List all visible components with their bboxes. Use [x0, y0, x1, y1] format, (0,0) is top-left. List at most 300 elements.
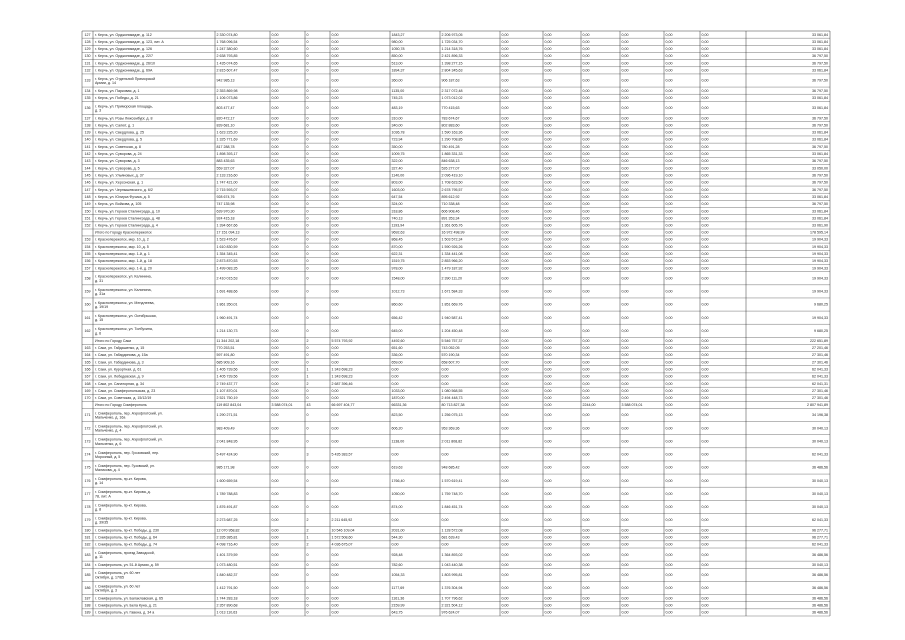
table-cell: 0,00 [621, 259, 629, 264]
table-cell: 0,00 [544, 237, 552, 242]
address-cell: г. Симферополь, ул. Балаклавская, д. 65 [95, 596, 164, 601]
table-cell: 0,00 [544, 610, 552, 615]
table-cell: 1050,00 [391, 491, 405, 496]
table-cell: 1 128 572,08 [441, 528, 463, 533]
address-cell: г. Красноперекопск, ул. Толбухина, д. 6 [95, 327, 153, 336]
table-cell: 0,00 [665, 152, 673, 157]
table-cell: 322,00 [391, 159, 403, 164]
table-cell: 0 [306, 144, 309, 149]
table-cell: 0,00 [501, 95, 509, 100]
table-cell: 1 290 271,51 [216, 413, 238, 418]
table-cell: 0,00 [331, 505, 339, 510]
table-cell: 19 904,33 [812, 276, 828, 281]
table-cell: 0,00 [665, 338, 673, 343]
table-cell: 0,00 [544, 535, 552, 540]
table-cell: 62 041,33 [812, 367, 828, 372]
table-cell: 0 [306, 166, 309, 171]
table-cell: 0,00 [331, 439, 339, 444]
row-number: 168 [84, 381, 91, 386]
table-cell: 0,00 [501, 130, 509, 135]
table-cell: 0,00 [621, 54, 629, 59]
address-cell: г. Керчь, ул. Приморская площадь, д. 3 [95, 104, 153, 113]
table-cell: 324,00 [391, 202, 403, 207]
table-cell: 33 061,84 [812, 130, 828, 135]
table-cell: 0,00 [271, 47, 279, 52]
table-cell: 0 [306, 88, 309, 93]
table-cell: 0,00 [665, 159, 673, 164]
table-cell: 1894,37 [391, 68, 405, 73]
table-row [85, 195, 829, 199]
table-cell: 0,00 [501, 194, 509, 199]
table-cell: 0,00 [701, 353, 709, 358]
table-cell: 0,00 [501, 61, 509, 66]
table-cell: 820 472,17 [216, 116, 235, 121]
table-cell: 0,00 [665, 78, 673, 83]
table-cell: 0,00 [441, 374, 449, 379]
table-cell: 803 477,47 [216, 106, 235, 111]
table-row [85, 382, 829, 386]
address-cell: г. Керчь, ул. Парковая, д. 1 [95, 88, 140, 93]
row-number: 133 [84, 78, 91, 83]
table-cell: 0,00 [665, 173, 673, 178]
table-cell: 780 491,28 [441, 144, 460, 149]
table-cell: 0,00 [621, 173, 629, 178]
table-cell: 0,00 [621, 276, 629, 281]
table-cell: 0,00 [701, 439, 709, 444]
table-row [85, 40, 829, 44]
table-cell: 0 [306, 562, 309, 567]
table-cell: 19 904,33 [812, 244, 828, 249]
table-cell: 310,00 [391, 116, 403, 121]
table-cell: 2 357 890,68 [216, 603, 238, 608]
table-cell: 0,00 [544, 388, 552, 393]
table-cell: 0,00 [665, 535, 673, 540]
address-cell: г. Симферополь, пр-кт. Победы, д. 74 [95, 542, 158, 547]
table-cell: 0,00 [665, 346, 673, 351]
table-cell: 2 133 216,60 [216, 173, 238, 178]
table-cell: 980,00 [391, 39, 403, 44]
table-cell: 327,40 [391, 166, 403, 171]
row-number: 128 [84, 39, 91, 44]
table-cell: 0,00 [621, 130, 629, 135]
table-cell: 1193,94 [391, 223, 405, 228]
table-cell: 0,00 [701, 61, 709, 66]
table-cell: 0,00 [271, 413, 279, 418]
row-number: 179 [84, 518, 91, 523]
table-cell: 0,00 [331, 596, 339, 601]
table-cell: 0 [306, 244, 309, 249]
table-cell: 0,00 [701, 403, 709, 408]
table-cell: 0,00 [501, 413, 509, 418]
address-cell: г. Керчь, ул. Свердлова, д. 5 [95, 137, 143, 142]
table-row [85, 174, 829, 178]
table-cell: 924 415,18 [216, 216, 235, 221]
table-cell: 747 135,98 [216, 202, 235, 207]
table-cell: 0,00 [701, 230, 709, 235]
row-number: 164 [84, 353, 91, 358]
table-cell: 36 797,50 [812, 54, 828, 59]
total-label: Итого по Городу Красноперекопск [95, 230, 152, 235]
table-cell: 1 343 698,23 [331, 367, 353, 372]
table-cell: 350,00 [391, 144, 403, 149]
row-number: 186 [84, 586, 91, 591]
table-cell: 1 [306, 367, 309, 372]
table-cell: 0,00 [621, 518, 629, 523]
table-cell: 0,00 [271, 61, 279, 66]
table-row [85, 224, 829, 228]
table-row [85, 245, 829, 249]
table-cell: 0,00 [621, 78, 629, 83]
table-cell: 0,00 [582, 78, 590, 83]
table-cell: 0,00 [271, 338, 279, 343]
table-cell: 0,00 [544, 302, 552, 307]
table-cell: 1 600 659,54 [216, 478, 238, 483]
table-cell: 33 061,84 [812, 47, 828, 52]
table-cell: 0,00 [271, 586, 279, 591]
address-cell: г. Керчь, ул. Героев Сталинграда, д. 48 [95, 216, 160, 221]
table-row [85, 104, 829, 112]
table-cell: 0,00 [621, 252, 629, 257]
table-cell: 0,00 [621, 39, 629, 44]
table-cell: 66 697 404,77 [331, 403, 355, 408]
table-cell: 0,00 [501, 276, 509, 281]
table-cell: 0,00 [501, 518, 509, 523]
table-cell: 0 [306, 610, 309, 615]
table-cell: 0,00 [501, 426, 509, 431]
table-cell: 0,00 [582, 152, 590, 157]
total-label: Итого по Городу Симферополь [95, 403, 147, 408]
table-cell: 0,00 [501, 116, 509, 121]
table-cell: 0,00 [501, 180, 509, 185]
table-cell: 0,00 [331, 106, 339, 111]
table-cell: 0,00 [701, 32, 709, 37]
table-cell: 0,00 [501, 542, 509, 547]
table-cell: 2 206 973,05 [441, 32, 463, 37]
table-cell: 0,00 [271, 439, 279, 444]
table-cell: 0,00 [582, 266, 590, 271]
table-cell: 62 041,31 [812, 381, 828, 386]
table-cell: 2 410 015,53 [216, 276, 238, 281]
table-cell: 0,00 [665, 403, 673, 408]
table-cell: 0,00 [665, 266, 673, 271]
table-cell: 658 607,70 [441, 360, 460, 365]
table-cell: 1519,75 [391, 259, 405, 264]
table-cell: 1 412 791,50 [216, 586, 238, 591]
table-cell: 0 [306, 106, 309, 111]
table-cell: 0,00 [701, 223, 709, 228]
table-cell: 0,00 [544, 106, 552, 111]
table-cell: 0,00 [665, 596, 673, 601]
table-cell: 0,00 [665, 528, 673, 533]
table-cell: 10 546 109,04 [331, 528, 355, 533]
table-cell: 0,00 [582, 528, 590, 533]
table-cell: 0,00 [665, 452, 673, 457]
table-cell: 0,00 [621, 338, 629, 343]
table-cell: 66331,36 [391, 403, 407, 408]
table-cell: 0,00 [582, 396, 590, 401]
table-cell: 0,00 [665, 68, 673, 73]
table-cell: 0,00 [501, 505, 509, 510]
table-cell: 5 574 793,92 [331, 338, 353, 343]
table-cell: 0,00 [665, 47, 673, 52]
table-cell: 906 187,63 [441, 78, 460, 83]
table-cell: 1 590 163,36 [441, 130, 463, 135]
table-cell: 0,00 [544, 346, 552, 351]
table-cell: 0,00 [271, 32, 279, 37]
table-cell: 0,00 [331, 95, 339, 100]
table-cell: 34 196,38 [812, 413, 828, 418]
table-row [85, 314, 829, 322]
address-cell: г. Симферополь, пер. Гузовский, ул. Маликова, д. 4 [95, 463, 155, 473]
table-cell: 1 747 421,00 [216, 180, 238, 185]
table-cell: 33 061,84 [812, 95, 828, 100]
table-cell: 0,00 [665, 413, 673, 418]
address-cell: г. Керчь, ул. Суворова, д. 5 [95, 166, 140, 171]
table-cell: 0,00 [331, 194, 339, 199]
table-cell: 0,00 [582, 353, 590, 358]
table-cell: 0,00 [331, 152, 339, 157]
table-cell: 0,00 [271, 289, 279, 294]
table-cell: 1 940 587,41 [441, 315, 463, 320]
table-cell: 19 904,33 [812, 259, 828, 264]
table-cell: 0,00 [331, 315, 339, 320]
row-number: 163 [84, 346, 91, 351]
table-cell: 1135,00 [391, 88, 405, 93]
table-cell: 0,00 [501, 452, 509, 457]
table-cell: 0,00 [271, 367, 279, 372]
table-cell: 0,00 [271, 452, 279, 457]
table-cell: 9 680,25 [814, 328, 828, 333]
table-cell: 19 904,33 [812, 252, 828, 257]
table-cell: 0,00 [331, 39, 339, 44]
table-cell: 0,00 [544, 562, 552, 567]
table-cell: 62 041,33 [812, 518, 828, 523]
table-row [85, 61, 829, 65]
table-total-row [95, 339, 828, 343]
table-cell: 2 804 345,63 [441, 68, 463, 73]
table-cell: 0,00 [271, 518, 279, 523]
table-cell: 36 797,50 [812, 180, 828, 185]
table-cell: 0 [306, 116, 309, 121]
table-cell: 0,00 [701, 381, 709, 386]
table-cell: 0,00 [701, 116, 709, 121]
table-cell: 1 503 572,34 [441, 237, 463, 242]
table-cell: 0,00 [501, 137, 509, 142]
address-cell: г. Симферополь, пр-кт. Победы, д. 230 [95, 528, 160, 533]
table-cell: 0,00 [544, 159, 552, 164]
address-cell: г. Керчь, ул. Орджоникидзе, д. 26/10 [95, 61, 156, 66]
table-cell: 0,00 [665, 573, 673, 578]
table-cell: 0,00 [582, 180, 590, 185]
table-cell: 0,00 [331, 144, 339, 149]
table-cell: 19 904,33 [812, 237, 828, 242]
row-number: 149 [84, 202, 91, 207]
table-cell: 0,00 [665, 360, 673, 365]
table-cell: 0,00 [582, 39, 590, 44]
table-cell: 0,00 [665, 465, 673, 470]
table-cell: 2 [306, 338, 309, 343]
table-row [85, 375, 829, 379]
table-cell: 0,00 [544, 223, 552, 228]
table-cell: 0,00 [582, 478, 590, 483]
table-cell: 1 080 568,55 [441, 388, 463, 393]
table-cell: 0,00 [331, 328, 339, 333]
table-cell: 0,00 [271, 381, 279, 386]
address-cell: г. Красноперекопск, ул. Калинина, д. 31а [95, 287, 152, 297]
table-cell: 0,00 [544, 505, 552, 510]
table-row [85, 166, 829, 170]
table-cell: 0,00 [582, 535, 590, 540]
table-cell: 0,00 [501, 562, 509, 567]
row-number: 154 [84, 244, 91, 249]
address-cell: г. Керчь, ул. Героев Сталинграда, д. 4 [95, 223, 158, 228]
table-cell: 0,00 [501, 439, 509, 444]
table-cell: 0 [306, 259, 309, 264]
table-cell: 0,00 [331, 413, 339, 418]
table-cell: 0,00 [544, 381, 552, 386]
table-cell: 30 040,13 [812, 478, 828, 483]
table-cell: 0,00 [621, 360, 629, 365]
row-number: 172 [84, 426, 91, 431]
table-cell: 30 040,13 [812, 439, 828, 444]
table-cell: 0,00 [501, 237, 509, 242]
table-cell: 0,00 [331, 223, 339, 228]
address-cell: г. Красноперекопск, мкр. 10, д. 2 [95, 237, 149, 242]
table-cell: 0,00 [271, 573, 279, 578]
table-cell: 0,00 [621, 505, 629, 510]
row-number: 176 [84, 478, 91, 483]
table-cell: 36 797,50 [812, 187, 828, 192]
table-cell: 0,00 [271, 388, 279, 393]
table-cell: 0,00 [701, 586, 709, 591]
table-cell: 0,00 [271, 396, 279, 401]
table-cell: 1 572 508,60 [331, 535, 353, 540]
table-cell: 0,00 [271, 78, 279, 83]
table-cell: 0,00 [331, 353, 339, 358]
table-cell: 846 638,13 [441, 159, 460, 164]
table-cell: 0,00 [701, 202, 709, 207]
row-number: 157 [84, 266, 91, 271]
table-cell: 1 671 584,33 [441, 289, 463, 294]
table-cell: 2 330 074,80 [216, 32, 238, 37]
table-cell: 0 [306, 465, 309, 470]
table-cell: 0,00 [331, 159, 339, 164]
table-cell: 36 797,50 [812, 173, 828, 178]
table-cell: 0,00 [701, 166, 709, 171]
row-number: 162 [84, 328, 91, 333]
table-cell: 1 343 698,23 [331, 374, 353, 379]
table-cell: 33 061,84 [812, 152, 828, 157]
table-cell: 0 [306, 173, 309, 178]
table-cell: 0,00 [271, 237, 279, 242]
table-cell: 0,00 [501, 353, 509, 358]
table-cell: 1 707 796,62 [441, 596, 463, 601]
row-number: 137 [84, 116, 91, 121]
table-cell: 0,00 [544, 137, 552, 142]
table-cell: 0,00 [271, 159, 279, 164]
table-cell: 0,00 [501, 388, 509, 393]
table-row [85, 209, 829, 213]
table-cell: 0,00 [501, 106, 509, 111]
row-number: 134 [84, 88, 91, 93]
table-cell: 0,00 [582, 137, 590, 142]
table-cell: 0,00 [621, 413, 629, 418]
table-cell: 0,00 [331, 360, 339, 365]
table-cell: 0,00 [331, 180, 339, 185]
table-cell: 0,00 [582, 552, 590, 557]
table-cell: 0,00 [331, 346, 339, 351]
address-cell: г. Керчь, ул. Розы Люксембург, д. 8 [95, 116, 153, 121]
table-cell: 0,00 [544, 209, 552, 214]
table-cell: 0,00 [621, 68, 629, 73]
table-cell: 9 680,25 [814, 302, 828, 307]
table-cell: 43 [306, 403, 311, 408]
table-cell: 36 797,50 [812, 61, 828, 66]
table-cell: 0,00 [582, 586, 590, 591]
table-cell: 0,00 [701, 491, 709, 496]
address-cell: г. Керчь, ул. Героев Сталинграда, д. 10 [95, 209, 160, 214]
table-cell: 0,00 [544, 403, 552, 408]
table-cell: 643,75 [391, 610, 403, 615]
table-cell: 0,00 [331, 216, 339, 221]
table-cell: 0,00 [621, 144, 629, 149]
row-number: 143 [84, 159, 91, 164]
table-cell: 0,00 [701, 244, 709, 249]
table-cell: 0,00 [621, 367, 629, 372]
table-cell: 0,00 [701, 518, 709, 523]
table-cell: 0,00 [271, 106, 279, 111]
table-cell: 0,00 [501, 68, 509, 73]
table-cell: 647,54 [391, 194, 403, 199]
table-cell: 0,00 [501, 396, 509, 401]
table-cell: 12 070 958,82 [216, 528, 240, 533]
table-cell: 0,00 [665, 542, 673, 547]
table-cell: 0,00 [544, 596, 552, 601]
row-number: 175 [84, 465, 91, 470]
address-cell: г. Саки, ул. Лебедевская, д. 9 [95, 374, 144, 379]
row-number: 147 [84, 187, 91, 192]
table-cell: 0,00 [331, 237, 339, 242]
table-cell: 597 491,80 [216, 353, 235, 358]
table-cell: 1 214 318,76 [441, 47, 463, 52]
table-cell: 0,00 [441, 518, 449, 523]
table-cell: 0,00 [544, 266, 552, 271]
address-cell: г. Симферополь, пр-кт. Кирова, д. 8 [95, 503, 147, 512]
table-cell: 0,00 [501, 47, 509, 52]
table-cell: 513,00 [391, 61, 403, 66]
table-cell: 336,00 [391, 353, 403, 358]
table-cell: 0,00 [701, 328, 709, 333]
table-cell: 0,00 [271, 259, 279, 264]
table-cell: 0,00 [582, 144, 590, 149]
table-cell: 0,00 [501, 528, 509, 533]
table-cell: 0,00 [582, 244, 590, 249]
address-cell: г. Красноперекопск, мкр. 10, д. 5 [95, 244, 149, 249]
table-cell: 928,48 [391, 552, 403, 557]
table-cell: 0,00 [331, 573, 339, 578]
table-cell: 0,00 [271, 209, 279, 214]
table-row [85, 69, 829, 73]
table-cell: 1 376 304,94 [441, 586, 463, 591]
table-cell: 2 494 448,73 [441, 396, 463, 401]
table-cell: 19 904,33 [812, 289, 828, 294]
table-cell: 0,00 [391, 452, 399, 457]
table-cell: 0 [306, 266, 309, 271]
table-cell: 0,00 [665, 315, 673, 320]
table-cell: 0 [306, 573, 309, 578]
table-cell: 0,00 [665, 230, 673, 235]
table-cell: 0,00 [665, 144, 673, 149]
